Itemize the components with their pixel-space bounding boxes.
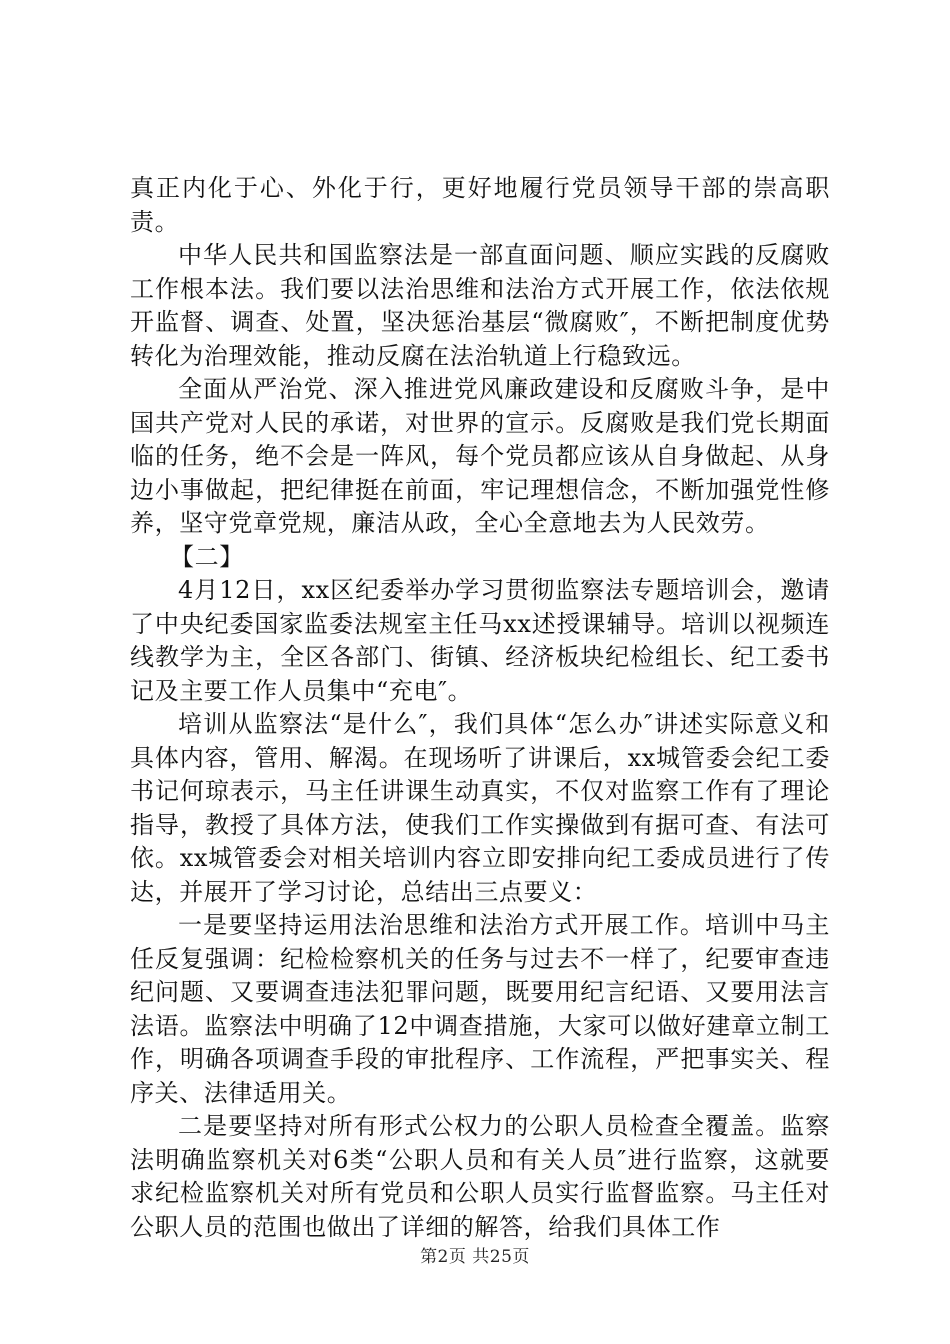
paragraph-supervision-law: 中华人民共和国监察法是一部直面问题、顺应实践的反腐败工作根本法。我们要以法治思维和法治方式开展工作，依法依规开监督、调查、处置，坚决惩治基层“微腐败″，不断把制度优势转化为治理效能，推动反腐在法治轨道上行稳致远。 xyxy=(130,241,830,370)
paragraph-point-one: 一是要坚持运用法治思维和法治方式开展工作。培训中马主任反复强调：纪检检察机关的任务与过去不一样了，纪要审查违纪问题、又要调查违法犯罪问题，既要用纪言纪语、又要用法言法语。监察法中明确了12中调查措施，大家可以做好建章立制工作，明确各项调查手段的审批程序、工作流程，严把事实关、程序关、法律适用关。 xyxy=(130,911,830,1107)
paragraph-training-session: 4月12日，xx区纪委举办学习贯彻监察法专题培训会，邀请了中央纪委国家监委法规室主任马xx述授课辅导。培训以视频连线教学为主，全区各部门、街镇、经济板块纪检组长、纪工委书记及主要工作人员集中“充电″。 xyxy=(130,576,830,705)
paragraph-party-discipline: 全面从严治党、深入推进党风廉政建设和反腐败斗争，是中国共产党对人民的承诺，对世界的宣示。反腐败是我们党长期面临的任务，绝不会是一阵风，每个党员都应该从自身做起、从身边小事做起，把纪律挺在前面，牢记理想信念，不断加强党性修养，坚守党章党规，廉洁从政，全心全意地去为人民效劳。 xyxy=(130,375,830,537)
paragraph-training-content: 培训从监察法“是什么″，我们具体“怎么办″讲述实际意义和具体内容，管用、解渴。在现场听了讲课后，xx城管委会纪工委书记何琼表示，马主任讲课生动真实，不仅对监察工作有了理论指导，教授了具体方法，使我们工作实操做到有据可查、有法可依。xx城管委会对相关培训内容立即安排向纪工委成员进行了传达，并展开了学习讨论，总结出三点要义： xyxy=(130,710,830,906)
paragraph-point-two: 二是要坚持对所有形式公权力的公职人员检查全覆盖。监察法明确监察机关对6类“公职人员和有关人员″进行监察，这就要求纪检监察机关对所有党员和公职人员实行监督监察。马主任对公职人员的范围也做出了详细的解答，给我们具体工作 xyxy=(130,1112,830,1241)
paragraph-continuation: 真正内化于心、外化于行，更好地履行党员领导干部的崇高职责。 xyxy=(130,174,830,236)
section-heading: 【二】 xyxy=(170,542,244,571)
page-footer: 第2页 共25页 xyxy=(420,1247,530,1267)
body-text xyxy=(130,172,830,1244)
